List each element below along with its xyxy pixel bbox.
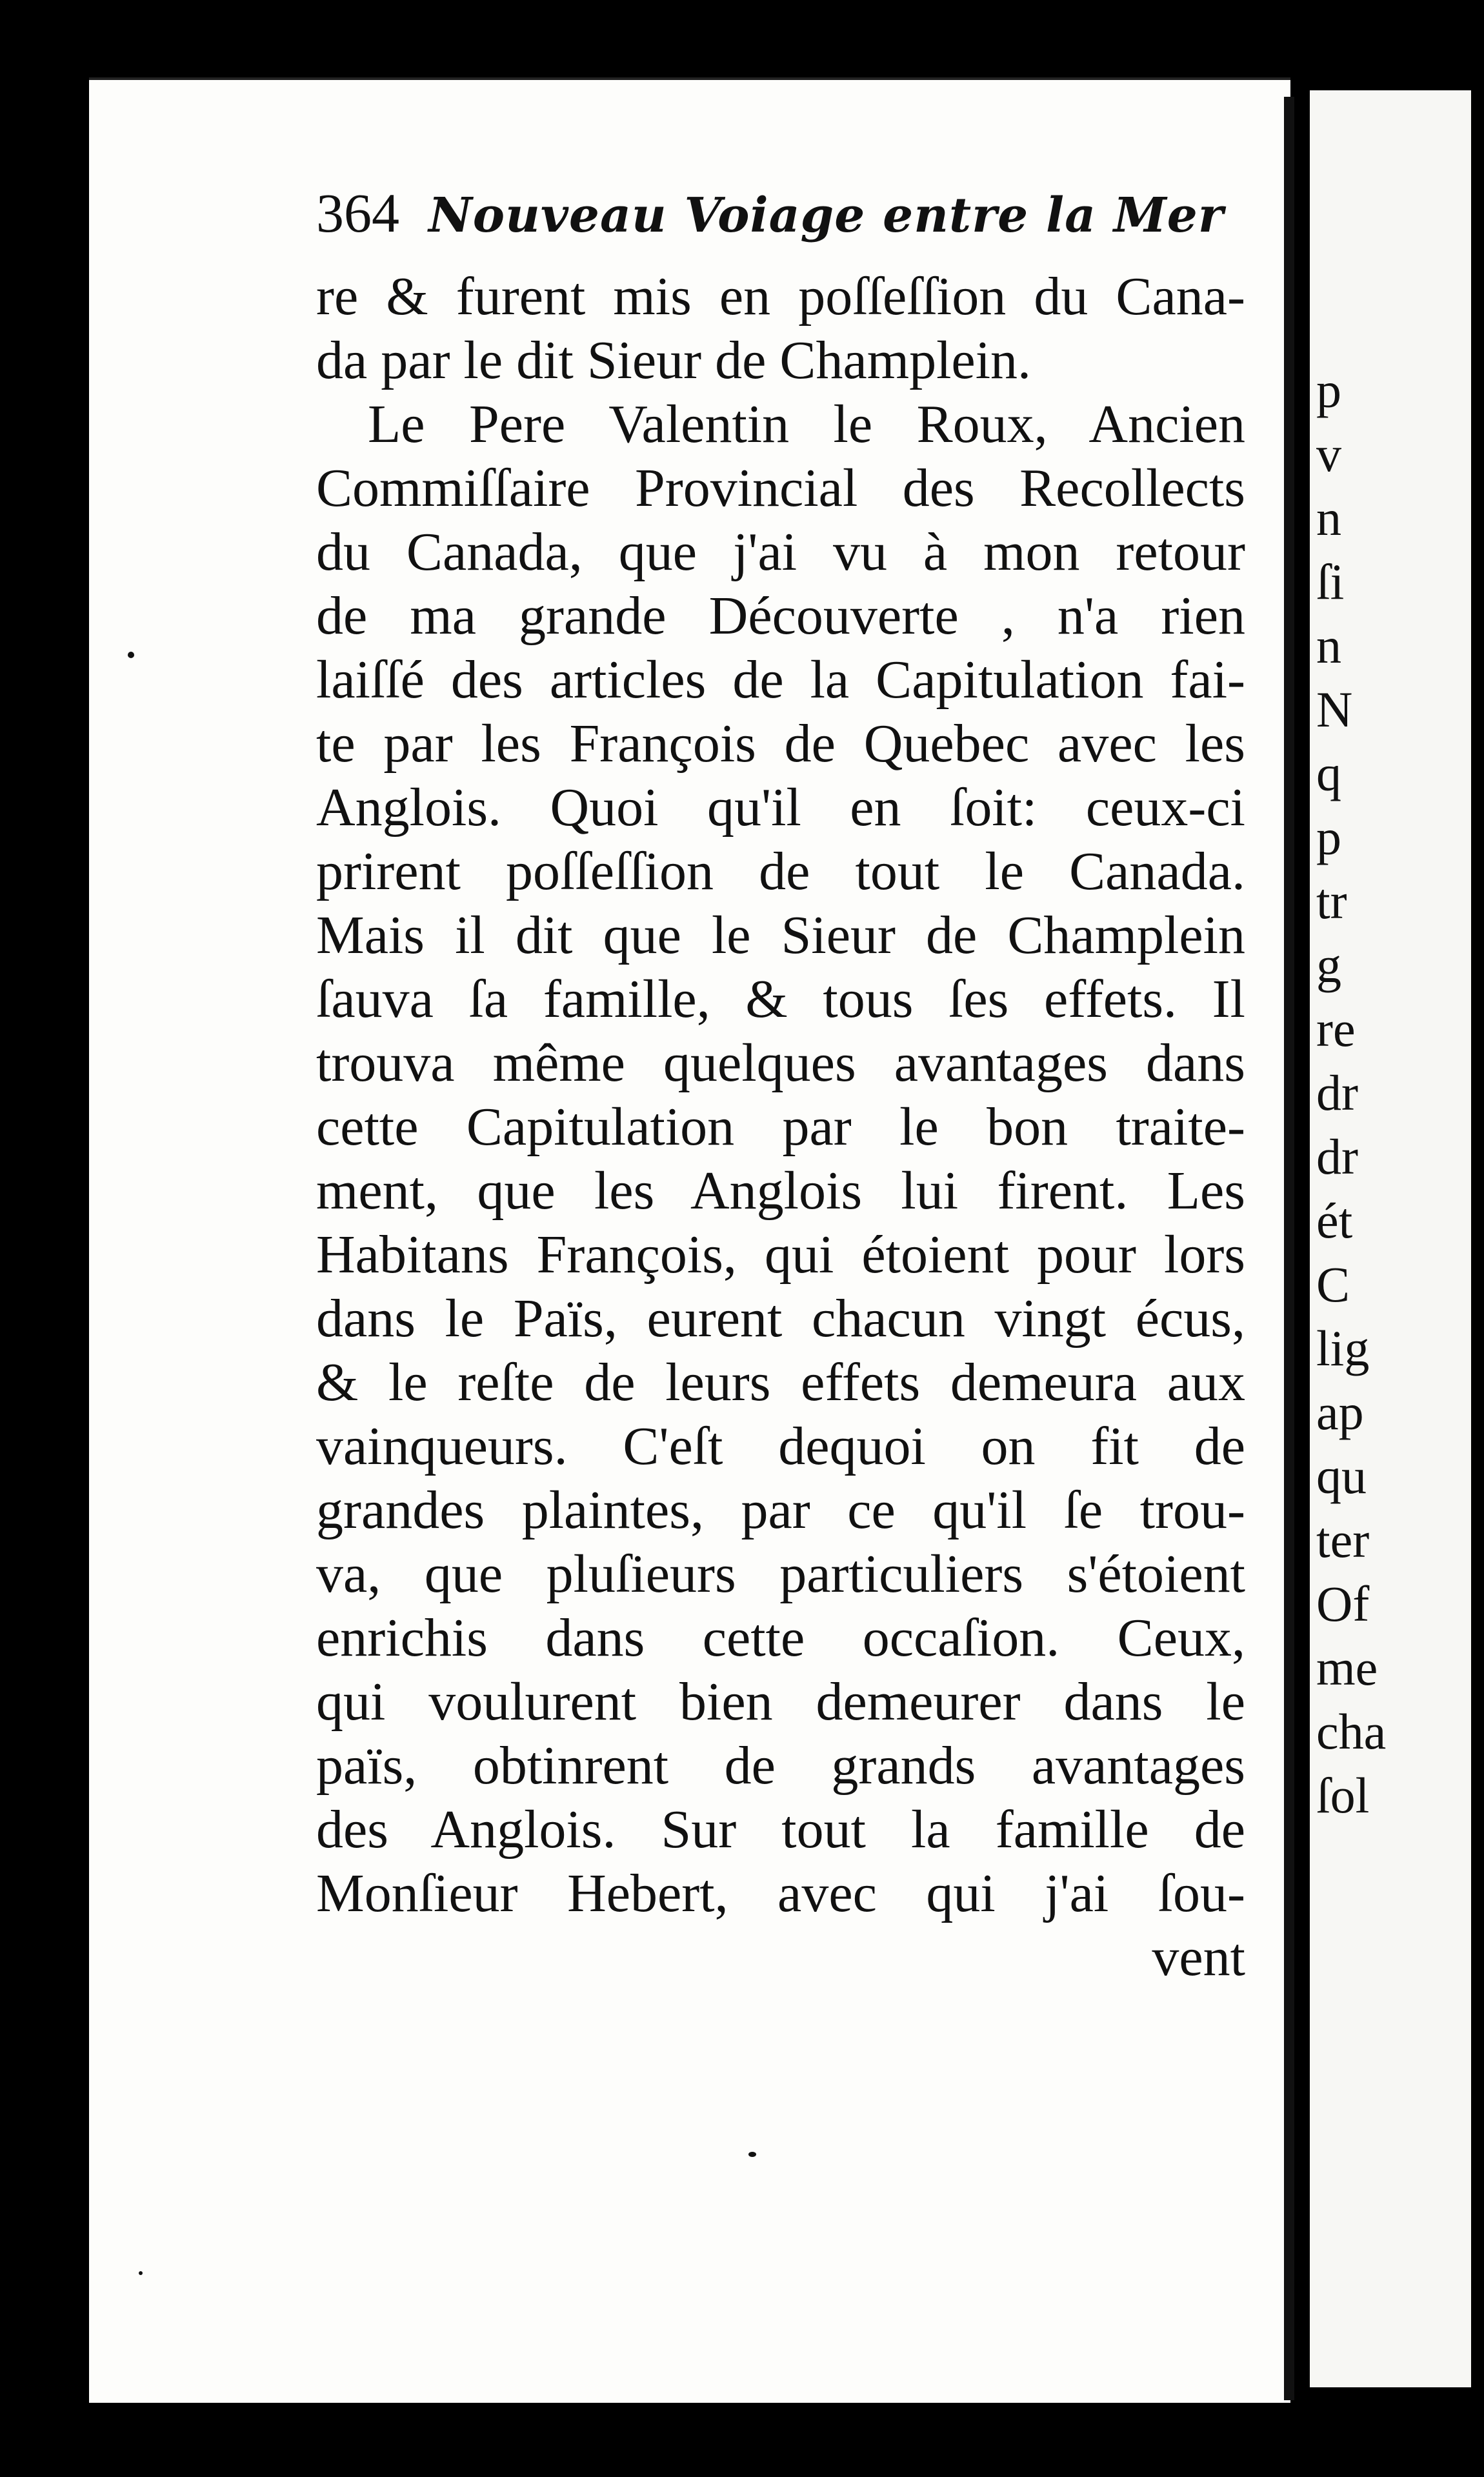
running-title: Nouveau Voiage entre la Mer xyxy=(428,188,1224,243)
facing-page-fragment: p xyxy=(1316,362,1341,418)
facing-page-fragment: g xyxy=(1316,937,1341,993)
page-gutter-shadow xyxy=(1284,97,1294,2400)
text-line: ment, que les Anglois lui firent. Les xyxy=(316,1161,1245,1221)
facing-page-fragment: ter xyxy=(1316,1512,1370,1568)
text-line: Mais il dit que le Sieur de Champlein xyxy=(316,905,1245,965)
facing-page-fragment: qu xyxy=(1316,1448,1367,1504)
facing-page-fragment: v xyxy=(1316,426,1341,482)
facing-page-fragment: lig xyxy=(1316,1320,1370,1376)
text-line: da par le dit Sieur de Champlein. xyxy=(316,330,1032,390)
catchword: vent xyxy=(1152,1927,1245,1987)
facing-page-fragment: ap xyxy=(1316,1384,1364,1440)
facing-page-fragment: ſi xyxy=(1316,554,1345,610)
facing-page-fragment: N xyxy=(1316,681,1353,737)
facing-page-fragment: tr xyxy=(1316,873,1347,929)
text-line: prirent poſſeſſion de tout le Canada. xyxy=(316,841,1245,901)
facing-page-fragment: C xyxy=(1316,1256,1350,1312)
facing-page-fragment: n xyxy=(1316,617,1341,674)
facing-page-fragment: Of xyxy=(1316,1576,1370,1632)
text-line: qui voulurent bien demeurer dans le xyxy=(316,1672,1245,1732)
text-line: grandes plaintes, par ce qu'il ſe trou- xyxy=(316,1480,1245,1540)
facing-page-fragment: cha xyxy=(1316,1703,1387,1760)
text-line: laiſſé des articles de la Capitulation fai- xyxy=(316,650,1245,710)
facing-page-fragment: re xyxy=(1316,1001,1356,1057)
text-line: dans le Païs, eurent chacun vingt écus, xyxy=(316,1289,1245,1349)
facing-page-fragment: dr xyxy=(1316,1128,1358,1185)
text-line: Anglois. Quoi qu'il en ſoit: ceux-ci xyxy=(316,777,1245,837)
text-line: vainqueurs. C'eſt dequoi on fit de xyxy=(316,1416,1245,1476)
text-line: enrichis dans cette occaſion. Ceux, xyxy=(316,1608,1245,1668)
facing-page-fragment: ſol xyxy=(1316,1767,1370,1823)
text-line: païs, obtinrent de grands avantages xyxy=(316,1736,1245,1796)
text-line: ſauva ſa famille, & tous ſes effets. Il xyxy=(316,969,1245,1029)
text-line: re & furent mis en poſſeſſion du Cana- xyxy=(316,266,1245,326)
text-line: des Anglois. Sur tout la famille de xyxy=(316,1800,1245,1860)
text-line: du Canada, que j'ai vu à mon retour xyxy=(316,522,1245,582)
text-line: cette Capitulation par le bon traite- xyxy=(316,1097,1245,1157)
page-header xyxy=(316,181,1258,258)
facing-page-fragment: dr xyxy=(1316,1065,1358,1121)
text-line: Habitans François, qui étoient pour lors xyxy=(316,1225,1245,1285)
text-line: Commiſſaire Provincial des Recollects xyxy=(316,458,1245,518)
ink-speck xyxy=(139,2271,143,2275)
text-line: de ma grande Découverte , n'a rien xyxy=(316,586,1245,646)
body-text xyxy=(316,265,1245,1989)
text-line: trouva même quelques avantages dans xyxy=(316,1033,1245,1093)
text-line: va, que pluſieurs particuliers s'étoient xyxy=(316,1544,1245,1604)
text-line: Le Pere Valentin le Roux, Ancien xyxy=(368,394,1245,454)
facing-page-fragment: n xyxy=(1316,490,1341,546)
text-line: & le reſte de leurs effets demeura aux xyxy=(316,1352,1245,1412)
facing-page-fragment: ét xyxy=(1316,1192,1353,1249)
page-number: 364 xyxy=(316,182,399,244)
text-line: te par les François de Quebec avec les xyxy=(316,714,1245,774)
text-line: Monſieur Hebert, avec qui j'ai ſou- xyxy=(316,1863,1245,1923)
ink-speck xyxy=(128,652,134,658)
facing-page-fragment: p xyxy=(1316,809,1341,865)
ink-speck xyxy=(748,2152,756,2157)
facing-page-fragment: me xyxy=(1316,1640,1378,1696)
facing-page-fragment: q xyxy=(1316,745,1341,801)
facing-page-edge xyxy=(1310,90,1471,2387)
